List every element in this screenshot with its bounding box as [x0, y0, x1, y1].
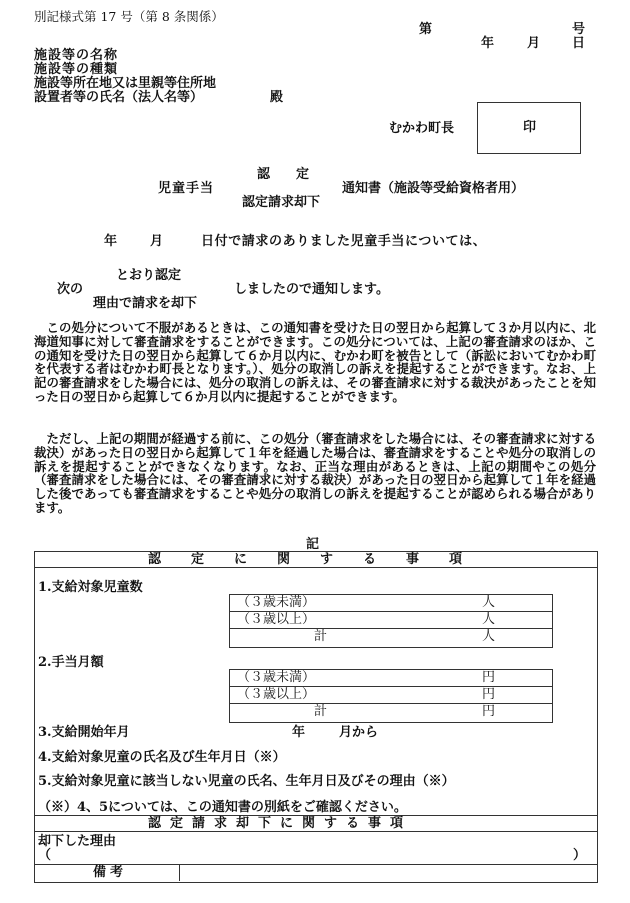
item3-label: 3.支給開始年月 [38, 725, 130, 740]
title-option-kyakka: 認定請求却下 [242, 195, 321, 210]
reason-close-paren: ） [573, 848, 587, 863]
remarks-separator [179, 864, 180, 881]
seal-box [477, 102, 581, 154]
form-id: 別記様式第 17 号（第 8 条関係） [34, 9, 224, 24]
item5-label: 5.支給対象児童に該当しない児童の氏名、生年月日及びその理由（※） [38, 774, 455, 789]
founder-name-label: 設置者等の氏名（法人名等） [34, 90, 204, 105]
nintei-section-header: 認定に関する事項 [148, 552, 493, 567]
intro-nen: 年 [104, 234, 118, 249]
intro-option-nintei: とおり認定 [116, 268, 182, 283]
kyakka-section-header: 認定請求却下に関する事項 [148, 816, 413, 831]
item1-row-under3-unit: 人 [482, 595, 496, 610]
number-dai: 第 [419, 22, 433, 37]
item1-row-total-unit: 人 [482, 629, 496, 644]
ki-label: 記 [306, 537, 320, 552]
header-divider [34, 567, 598, 568]
item1-row-under3-label: （３歳未満） [237, 595, 316, 610]
item2-row-total-label: 計 [314, 704, 328, 719]
item2-row-under3 [229, 669, 551, 686]
rejection-reason-label: 却下した理由 [38, 834, 117, 849]
item1-row-total [229, 628, 551, 645]
item3-nen: 年 [292, 725, 306, 740]
item3-kara: 月から [339, 725, 379, 740]
item1-label: 1.支給対象児童数 [38, 580, 143, 595]
number-go: 号 [572, 22, 586, 37]
item2-row-over3 [229, 686, 551, 703]
intro-text: 日付で請求のありました児童手当については、 [201, 234, 487, 249]
intro-ending: しましたので通知します。 [234, 282, 389, 297]
facility-address-label: 施設等所在地又は里親等住所地 [34, 76, 217, 91]
date-tsuki: 月 [527, 36, 541, 51]
item2-row-over3-unit: 円 [482, 687, 496, 702]
seal-label: 印 [523, 120, 537, 135]
title-option-nintei: 認 定 [257, 167, 310, 182]
title-suffix: 通知書（施設等受給資格者用） [342, 181, 525, 196]
issuer-name: むかわ町長 [389, 121, 455, 136]
item2-row-under3-unit: 円 [482, 670, 496, 685]
item1-row-over3-unit: 人 [482, 612, 496, 627]
kyakka-divider-bottom [34, 831, 598, 832]
intro-tsugi: 次の [57, 282, 84, 297]
reason-open-paren: （ [38, 848, 52, 863]
item2-label: 2.手当月額 [38, 655, 104, 670]
title-prefix: 児童手当 [158, 181, 215, 196]
notice-paragraph-2: ただし、上記の期間が経過する前に、この処分（審査請求をした場合には、その審査請求に対する裁決）があった日の翌日から起算して１年を経過した場合は、審査請求をすることや処分の取消しの訴えを提起することができなくなります。なお、正当な理由があるときは、上記の期間やこの処分（審査請求をした場合には、その審査請求に対する裁決）があった日の翌日から起算して１年を経過した後であっても審査請求をすることや処分の取消しの訴えを提起することが認められる場合があります。 [34, 431, 596, 515]
item2-row-over3-label: （３歳以上） [237, 687, 316, 702]
date-nen: 年 [481, 36, 495, 51]
item1-row-total-label: 計 [314, 629, 328, 644]
honorific: 殿 [270, 90, 284, 105]
item4-label: 4.支給対象児童の氏名及び生年月日（※） [38, 750, 286, 765]
intro-option-kyakka: 理由で請求を却下 [93, 296, 198, 311]
facility-type-label: 施設等の種類 [34, 62, 119, 77]
item1-row-under3 [229, 594, 551, 611]
notice-paragraph-1: この処分について不服があるときは、この通知書を受けた日の翌日から起算して３か月以内に、北海道知事に対して審査請求をすることができます。この処分については、上記の審査請求のほか、この通知を受けた日の翌日から起算して６か月以内に、むかわ町を被告として（訴訟においてむかわ町を代表する者はむかわ町長となります。）、処分の取消しの訴えを提起することができます。なお、上記の審査請求をした場合には、処分の取消しの訴えは、その審査請求に対する裁決があったことを知った日の翌日から起算して６か月以内に提起することができます。 [34, 320, 596, 404]
item1-row-over3 [229, 611, 551, 628]
item2-row-total [229, 703, 551, 720]
remarks-label: 備考 [93, 865, 128, 880]
attachment-note: （※）4、5については、この通知書の別紙をご確認ください。 [38, 800, 407, 815]
date-hi: 日 [572, 36, 586, 51]
intro-tsuki: 月 [150, 234, 164, 249]
item2-row-total-unit: 円 [482, 704, 496, 719]
item1-row-over3-label: （３歳以上） [237, 612, 316, 627]
facility-name-label: 施設等の名称 [34, 48, 119, 63]
item2-row-under3-label: （３歳未満） [237, 670, 316, 685]
